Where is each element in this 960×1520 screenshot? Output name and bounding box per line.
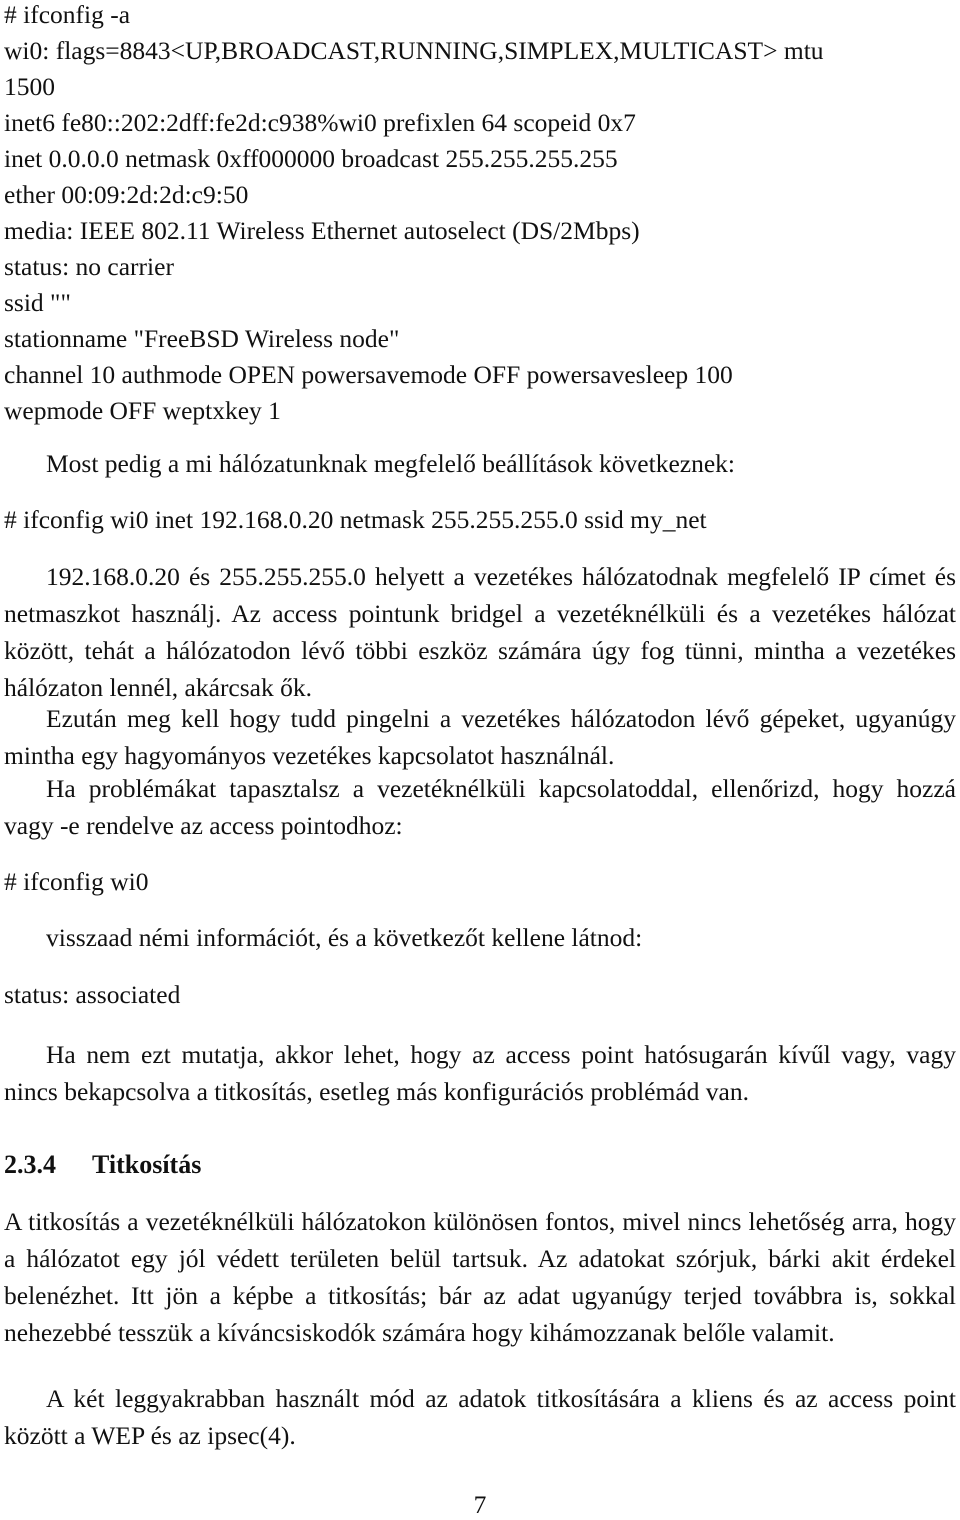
code-line: wi0: flags=8843<UP,BROADCAST,RUNNING,SIMPLEX,MULTICAST> mtu	[4, 36, 824, 65]
page-number: 7	[473, 1490, 487, 1519]
expected-output-intro: visszaad némi információt, és a következőt kellene látnod:	[46, 923, 643, 952]
code-line: ether 00:09:2d:2d:c9:50	[4, 180, 249, 209]
document-page	[4, 0, 956, 1518]
code-line: 1500	[4, 72, 55, 101]
code-line: ssid ""	[4, 288, 71, 317]
ifconfig-set-command: # ifconfig wi0 inet 192.168.0.20 netmask 255.255.255.0 ssid my_net	[4, 505, 707, 534]
paragraph-problem: Ha problémákat tapasztalsz a vezetéknélküli kapcsolatoddal, ellenőrizd, hogy hozzá vagy -e rendelve az access pointodhoz:	[4, 774, 956, 840]
settings-intro-text: Most pedig a mi hálózatunknak megfelelő beállítások következnek:	[46, 449, 735, 478]
code-line: stationname "FreeBSD Wireless node"	[4, 324, 400, 353]
paragraph-replace-addresses: 192.168.0.20 és 255.255.255.0 helyett a vezetékes hálózatodnak megfelelő IP címet és netmaszkot használj. Az access pointunk bridgel a vezetéknélküli és a vezetékes hálózat között, tehát a hálózatodon lévő többi eszköz számára úgy fog tünni, mintha a vezetékes hálózaton lennél, akárcsak ők.	[4, 562, 956, 702]
ifconfig-check-command: # ifconfig wi0	[4, 867, 149, 896]
code-line: # ifconfig -a	[4, 0, 131, 29]
paragraph-encryption: A titkosítás a vezetéknélküli hálózatokon különösen fontos, mivel nincs lehetőség arra, hogy a hálózatot egy jól védett területen belül tartsuk. Az adatokat szórjuk, bárki akit érdekel belenézhet. Itt jön a képbe a titkosítás; bár az adat ugyanúgy terjed továbbra is, sokkal nehezebbé tesszük a kíváncsiskodók számára hogy kihámozzanak belőle valamit.	[4, 1207, 956, 1347]
code-line: status: no carrier	[4, 252, 174, 281]
section-heading	[4, 1148, 201, 1182]
status-associated-line: status: associated	[4, 980, 181, 1009]
section-number: 2.3.4	[4, 1150, 56, 1179]
paragraph-not-associated: Ha nem ezt mutatja, akkor lehet, hogy az access point hatósugarán kívűl vagy, vagy nincs bekapcsolva a titkosítás, esetleg más konfigurációs problémád van.	[4, 1040, 956, 1106]
paragraph-ping: Ezután meg kell hogy tudd pingelni a vezetékes hálózatodon lévő gépeket, ugyanúgy mintha egy hagyományos vezetékes kapcsolatot használnál.	[4, 704, 956, 770]
section-title: Titkosítás	[92, 1150, 202, 1179]
code-line: channel 10 authmode OPEN powersavemode OFF powersavesleep 100	[4, 360, 733, 389]
code-line: media: IEEE 802.11 Wireless Ethernet autoselect (DS/2Mbps)	[4, 216, 640, 245]
code-line: inet 0.0.0.0 netmask 0xff000000 broadcast 255.255.255.255	[4, 144, 618, 173]
paragraph-methods: A két leggyakrabban használt mód az adatok titkosítására a kliens és az access point között a WEP és az ipsec(4).	[4, 1384, 956, 1450]
code-line: wepmode OFF weptxkey 1	[4, 396, 281, 425]
code-line: inet6 fe80::202:2dff:fe2d:c938%wi0 prefixlen 64 scopeid 0x7	[4, 108, 636, 137]
